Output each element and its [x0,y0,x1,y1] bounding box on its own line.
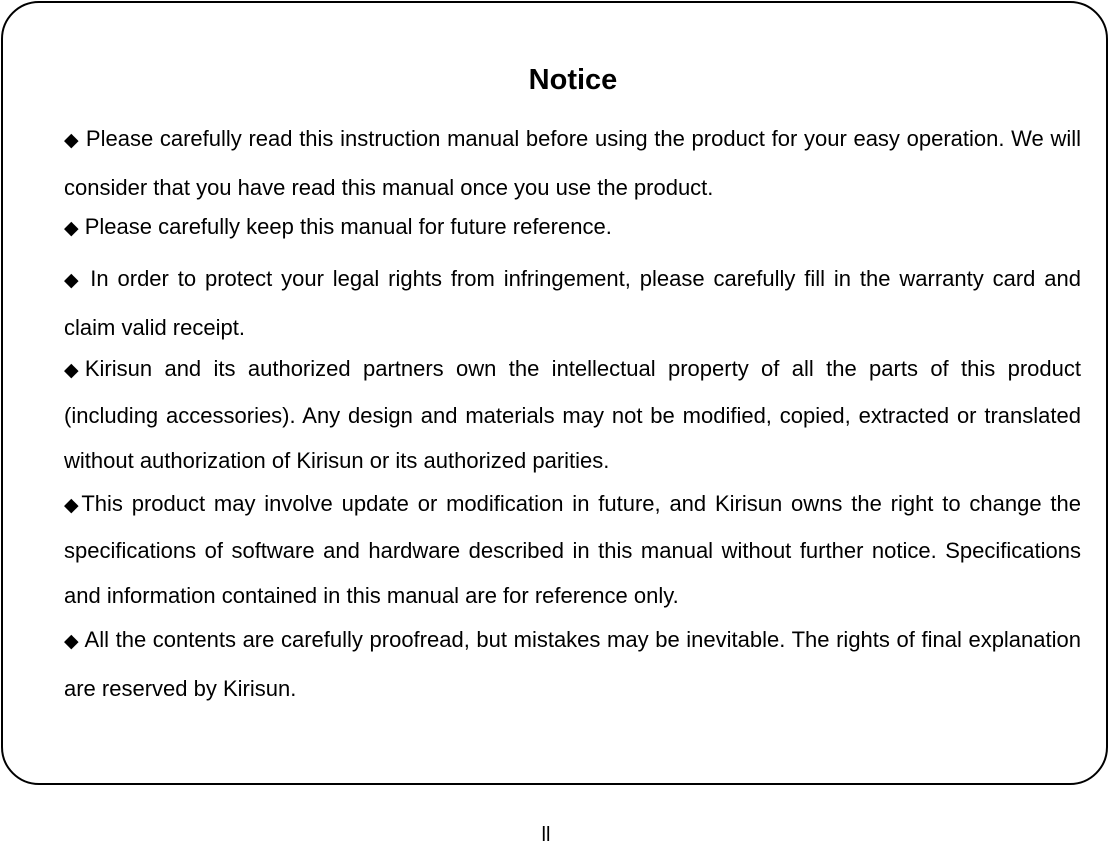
diamond-bullet-icon: ◆ [64,494,82,516]
paragraph-text: Please carefully keep this manual for future reference. [84,214,612,239]
notice-paragraph-warranty [64,255,1081,351]
paragraph-text: Kirisun and its authorized partners own the intellectual property of all the parts of this product (including accessories). Any design and materials may not be modified, copied, extracted or translated without authorization of Kirisun or its authorized parities. [64,356,1081,473]
diamond-bullet-icon: ◆ [64,359,85,381]
paragraph-text: Please carefully read this instruction manual before using the product for your easy operation. We will consider that you have read this manual once you use the product. [64,126,1081,200]
paragraph-text: In order to protect your legal rights from infringement, please carefully fill in the warranty card and claim valid receipt. [64,266,1081,340]
notice-title: Notice [528,64,618,96]
diamond-bullet-icon: ◆ [64,269,82,291]
notice-paragraph-updates [64,481,1081,618]
diamond-bullet-icon: ◆ [64,630,80,652]
page-number: ll [541,824,551,846]
paragraph-text: This product may involve update or modification in future, and Kirisun owns the right to change the specifications of software and hardware described in this manual without further notice. Specifications and information contained in this manual are for reference only. [64,491,1081,608]
notice-paragraph-read-manual [64,115,1081,211]
notice-paragraph-proofread [64,616,1081,712]
diamond-bullet-icon: ◆ [64,217,79,239]
diamond-bullet-icon: ◆ [64,129,80,151]
paragraph-text: All the contents are carefully proofread, but mistakes may be inevitable. The rights of final explanation are reserved by Kirisun. [64,627,1081,701]
bullet-spacing [79,126,86,151]
notice-paragraph-intellectual-property [64,346,1081,483]
bullet-spacing [81,266,90,291]
notice-paragraph-keep-manual [64,209,1081,246]
